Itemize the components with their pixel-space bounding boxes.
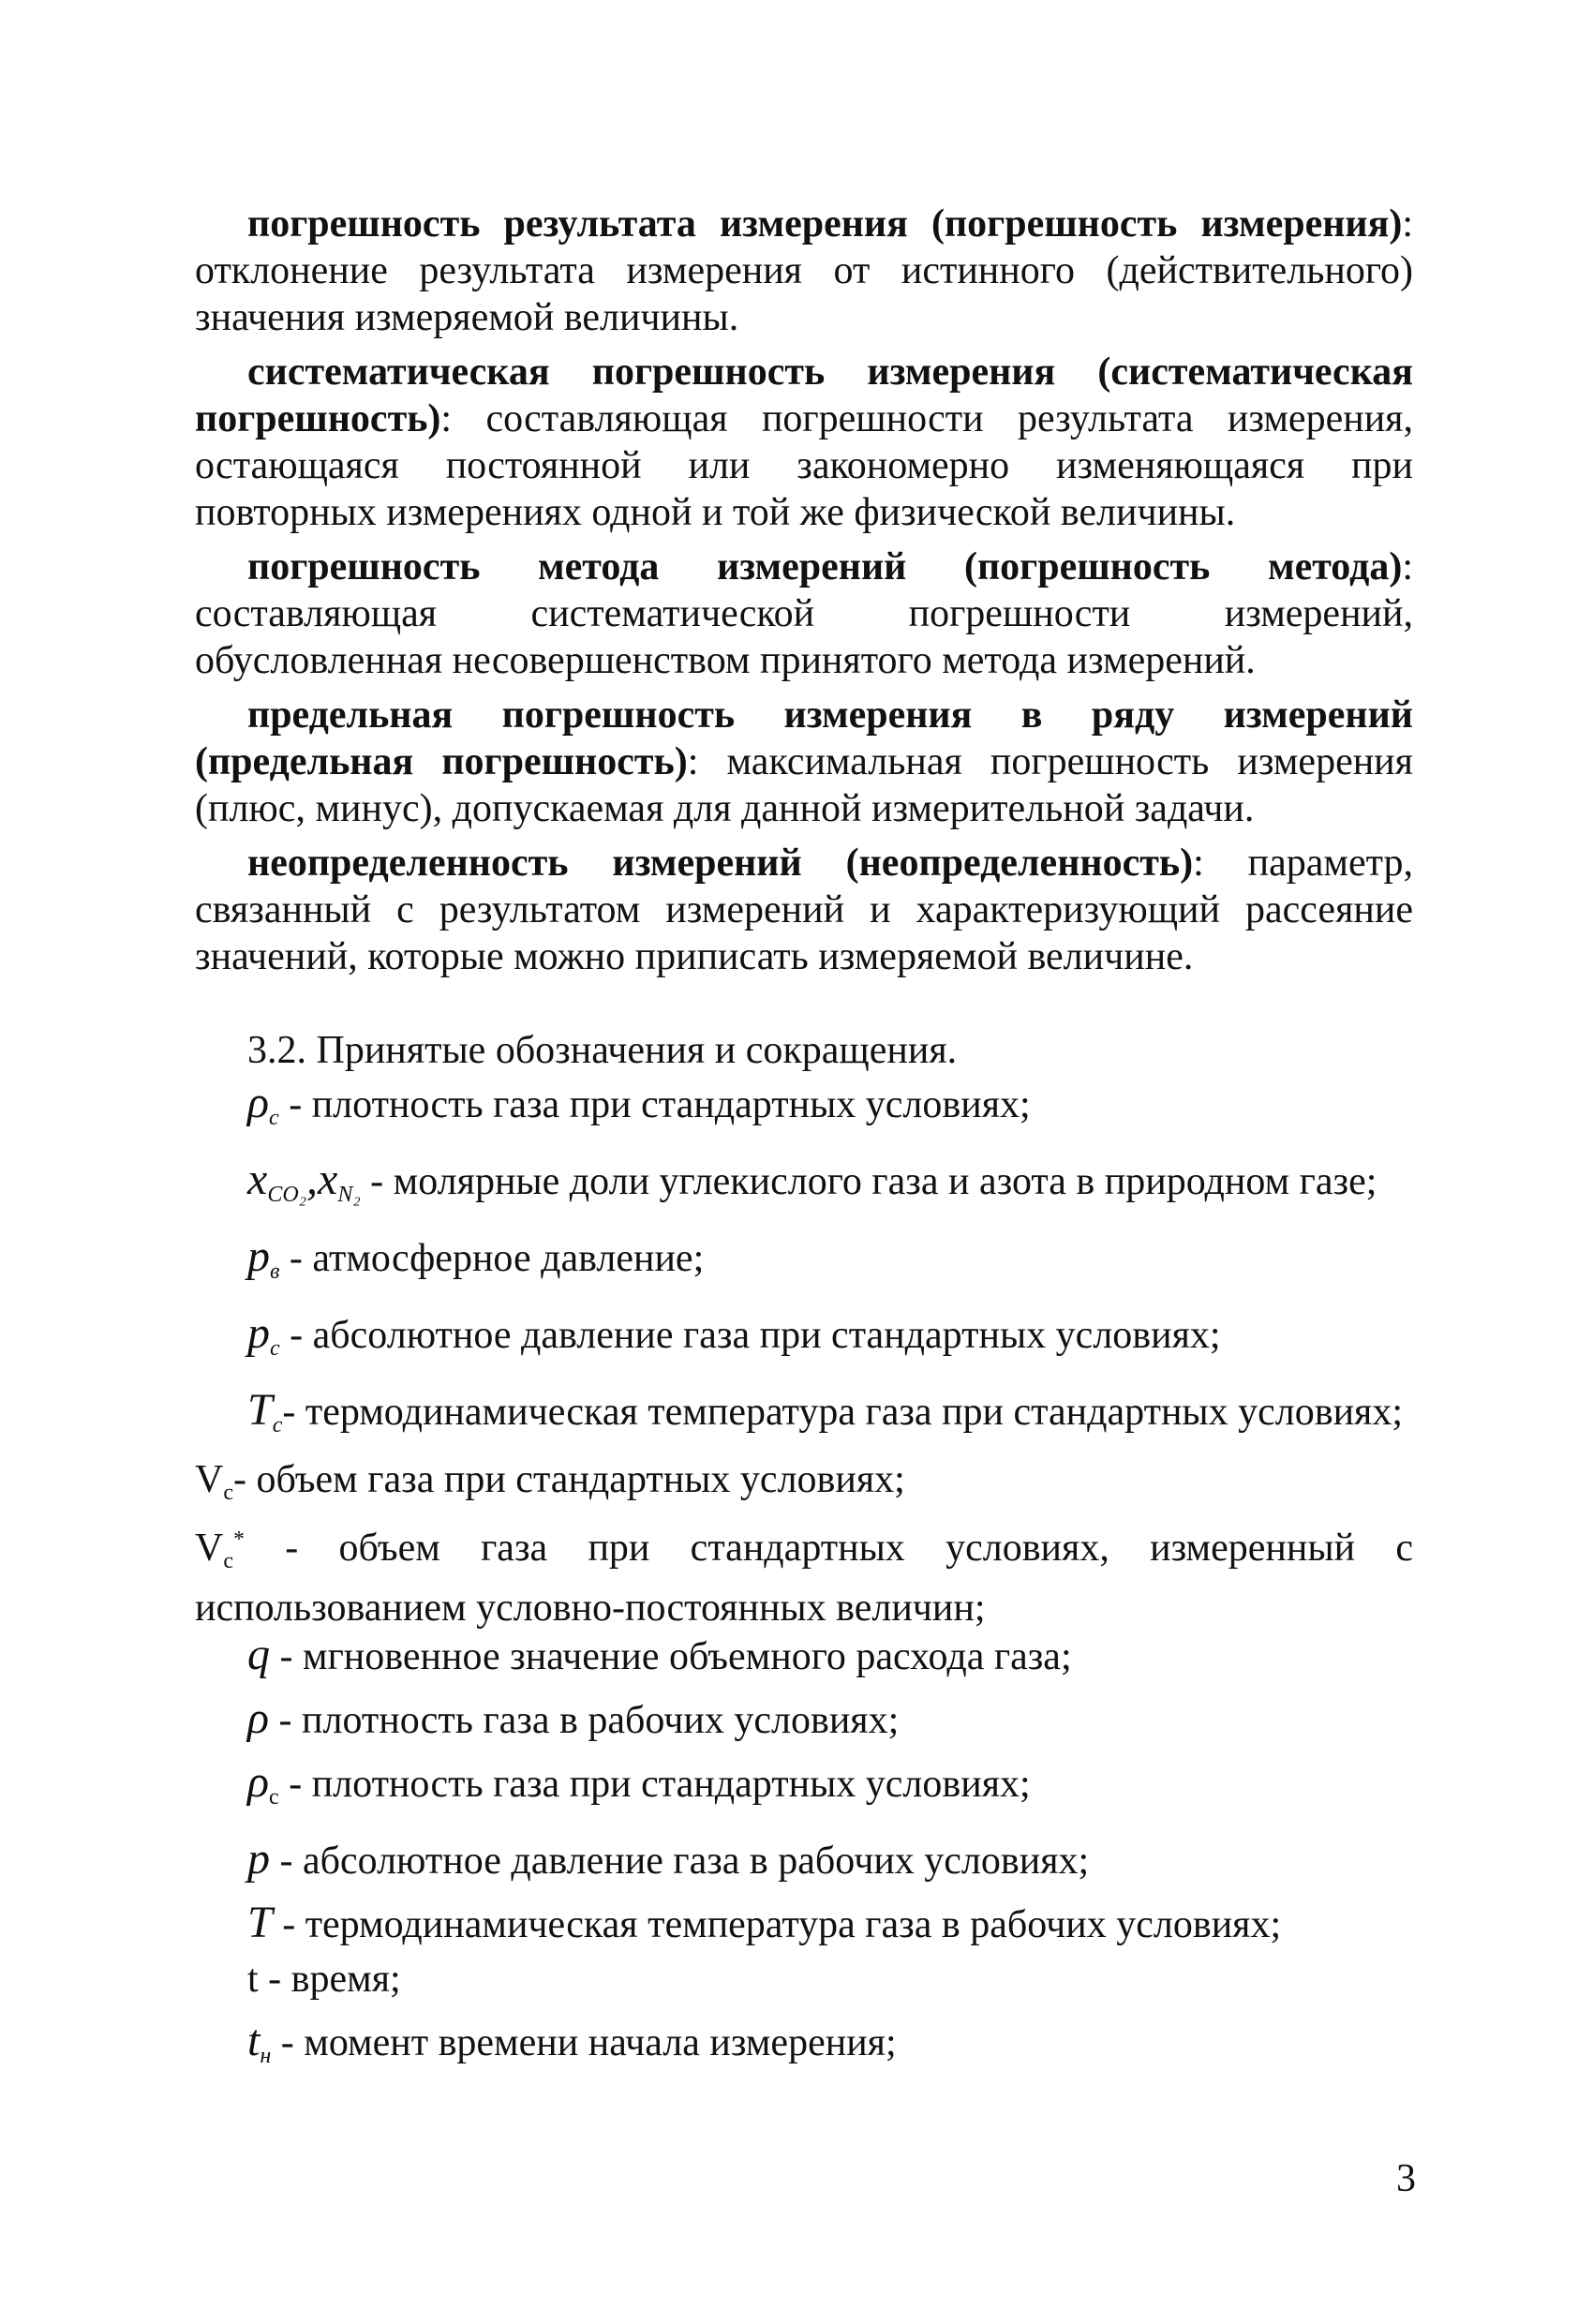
definition-term: систематическая погрешность измерения (систематическая погрешность) (195, 350, 1413, 440)
symbol-row (247, 1310, 1413, 1372)
definition-term: предельная погрешность измерения в ряду измерений (предельная погрешность) (195, 693, 1413, 783)
symbol: $p_с$ (247, 1308, 280, 1361)
symbol-row (195, 1456, 1413, 1516)
symbol: $t_н$ (247, 2016, 272, 2068)
definition-term: погрешность метода измерений (погрешность метода) (247, 545, 1403, 588)
symbol-description: - термодинамическая температура газа в рабочих условиях; (272, 1903, 1282, 1946)
definition-method-error (195, 544, 1413, 684)
definition-term: погрешность результата измерения (погрешность измерения) (247, 202, 1403, 246)
symbol-description: - мгновенное значение объемного расхода газа; (270, 1635, 1072, 1678)
symbol-row (247, 1080, 1413, 1141)
symbol-row (247, 1956, 1413, 2003)
symbol: $T_с$ (247, 1385, 283, 1438)
symbol: ρ (247, 1693, 270, 1743)
symbol-description: - время; (258, 1958, 401, 2001)
symbol-row (247, 1695, 1413, 1744)
symbol: $V_с$ (195, 1458, 233, 1505)
symbol-row (247, 1899, 1413, 1948)
symbol-row (247, 2018, 1413, 2079)
definition-text: : составляющая систематической погрешности измерений, обусловленная несовершенством принятого метода измерений. (195, 545, 1413, 682)
symbol-description: - плотность газа при стандартных условиях; (278, 1083, 1031, 1126)
symbol: $x_{CO_2},x_{N_2}$ (247, 1155, 361, 1207)
symbol-row (195, 1516, 1413, 1631)
symbol-row (195, 1631, 1413, 1680)
symbol-description: - плотность газа при стандартных условиях; (278, 1763, 1031, 1806)
symbol-description: - плотность газа в рабочих условиях; (269, 1699, 900, 1742)
symbol: $V_с^*$ (195, 1527, 245, 1573)
symbol-row (195, 1156, 1413, 1218)
page-number: 3 (1396, 2157, 1416, 2200)
symbol-description: - объем газа при стандартных условиях; (233, 1458, 905, 1501)
definition-systematic-error (195, 349, 1413, 536)
symbol-description: - абсолютное давление газа в рабочих условиях; (270, 1840, 1090, 1883)
symbol-row (195, 1387, 1413, 1449)
symbol-description: - атмосферное давление; (279, 1237, 705, 1280)
symbol-description: - момент времени начала измерения; (271, 2021, 897, 2064)
symbol-row (247, 1759, 1413, 1821)
symbol-description: - молярные доли углекислого газа и азота в природном газе; (360, 1160, 1377, 1203)
symbol: T (247, 1898, 273, 1947)
symbol: $p_в$ (247, 1231, 280, 1284)
definition-text: : максимальная погрешность измерения (плюс, минус), допускаемая для данной измерительной задачи. (195, 740, 1413, 830)
symbol-row (247, 1233, 1413, 1295)
symbol-description: - объем газа при стандартных условиях, измеренный с использованием условно-постоянных величин; (195, 1527, 1413, 1630)
definition-term: неопределенность измерений (неопределенность) (247, 842, 1194, 885)
definition-uncertainty (195, 840, 1413, 980)
symbol: t (247, 1958, 259, 2001)
symbol-row (247, 1836, 1413, 1885)
symbol-description: - абсолютное давление газа при стандартных условиях; (279, 1314, 1221, 1357)
definition-text: : параметр, связанный с результатом измерений и характеризующий рассеяние значений, которые можно приписать измеряемой величине. (195, 842, 1413, 978)
definition-measurement-error (195, 201, 1413, 341)
symbol-description: - термодинамическая температура газа при стандартных условиях; (282, 1391, 1404, 1434)
section-title: 3.2. Принятые обозначения и сокращения. (247, 1029, 958, 1072)
symbol: q (247, 1630, 270, 1679)
definition-limit-error (195, 692, 1413, 832)
symbol: $\rho_с$ (247, 1757, 279, 1810)
symbol: p (247, 1834, 270, 1884)
definition-text: : отклонение результата измерения от истинного (действительного) значения измеряемой величины. (195, 202, 1413, 339)
document-page (195, 201, 1413, 2087)
definition-text: : составляющая погрешности результата измерения, остающаяся постоянной или закономерно изменяющаяся при повторных измерениях одной и той же физической величины. (195, 397, 1413, 534)
symbol: $\rho_с$ (247, 1078, 279, 1130)
